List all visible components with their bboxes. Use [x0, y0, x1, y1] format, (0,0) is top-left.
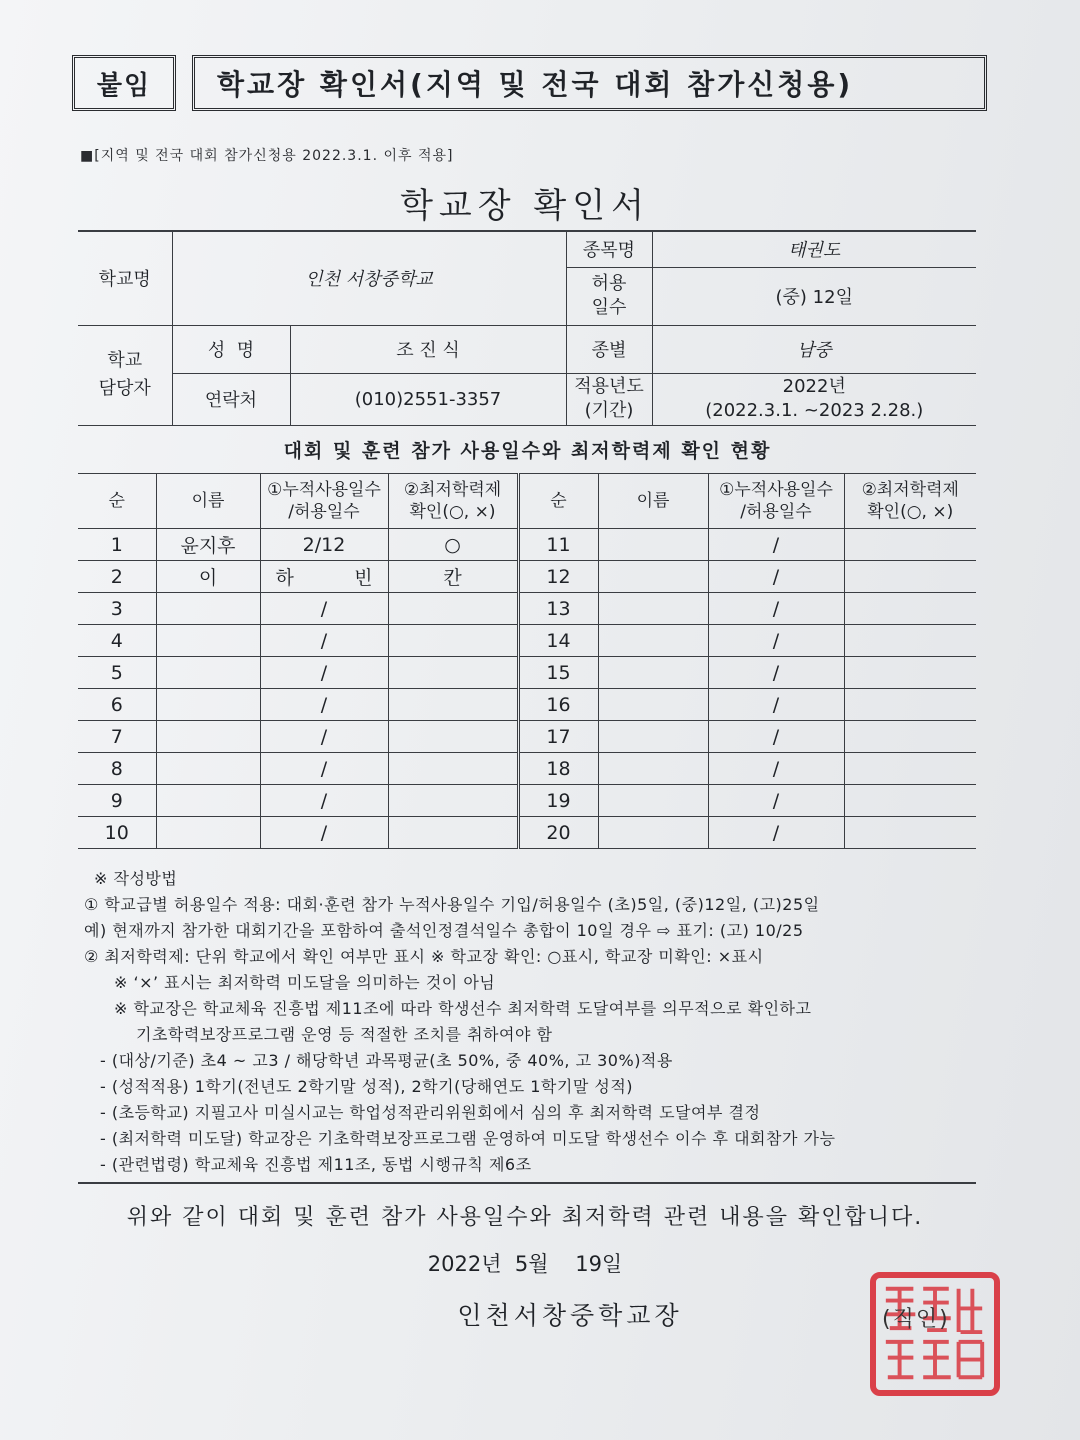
roster-cell-days: /: [708, 785, 844, 817]
issue-date: 2022년 5월 19일: [427, 1252, 623, 1276]
roster-cell-days: /: [260, 721, 388, 753]
contact-value: (010)2551-3357: [290, 373, 566, 425]
roster-cell-name: [156, 593, 260, 625]
roster-cell-no: 19: [518, 785, 598, 817]
roster-cell-name: [598, 817, 708, 849]
notes-heading: ※ 작성방법: [94, 869, 178, 888]
col-name: 이름: [156, 474, 260, 529]
school-name-value: 인천 서창중학교: [172, 231, 566, 325]
official-seal: [870, 1272, 1000, 1396]
roster-cell-no: 12: [518, 561, 598, 593]
roster-cell-days: 2/12: [260, 529, 388, 561]
roster-cell-days: /: [708, 721, 844, 753]
roster-cell-name: [598, 657, 708, 689]
roster-cell-days: /: [260, 593, 388, 625]
roster-cell-check: [388, 785, 518, 817]
roster-cell-name: [598, 689, 708, 721]
category-label: 종별: [566, 325, 652, 373]
note-line: ※ ‘×’ 표시는 최저학력 미도달을 의미하는 것이 아님: [114, 973, 496, 992]
signer-name: 인천서창중학교장: [457, 1301, 683, 1330]
roster-cell-name: [598, 721, 708, 753]
note-line: ① 학교급별 허용일수 적용: 대회·훈련 참가 누적사용일수 기입/허용일수 (초)5일, (중)12일, (고)25일: [84, 895, 820, 914]
note-line: - (관련법령) 학교체육 진흥법 제11조, 동법 시행규칙 제6조: [100, 1155, 532, 1174]
roster-cell-name: [598, 593, 708, 625]
roster-cell-days: /: [260, 753, 388, 785]
roster-cell-days: /: [260, 785, 388, 817]
note-line: 기초학력보장프로그램 운영 등 적절한 조치를 취하여야 함: [136, 1025, 553, 1044]
note-line: - (초등학교) 지필고사 미실시교는 학업성적관리위원회에서 심의 후 최저학력 도달여부 결정: [100, 1103, 761, 1122]
roster-cell-no: 14: [518, 625, 598, 657]
note-line: ※ 학교장은 학교체육 진흥법 제11조에 따라 학생선수 최저학력 도달여부를 의무적으로 확인하고: [114, 999, 812, 1018]
roster-cell-name: [156, 785, 260, 817]
roster-cell-no: 17: [518, 721, 598, 753]
note-line: ② 최저학력제: 단위 학교에서 확인 여부만 표시 ※ 학교장 확인: ○표시, 학교장 미확인: ×표시: [84, 947, 764, 966]
roster-cell-check: [844, 721, 976, 753]
table-row: [78, 561, 976, 593]
roster-cell-name: [156, 753, 260, 785]
roster-cell-days: /: [708, 657, 844, 689]
apply-year-cell: [652, 373, 976, 425]
roster-cell-check: [388, 721, 518, 753]
roster-cell-days: /: [708, 593, 844, 625]
col-check: ②최저학력제 확인(○, ×): [844, 474, 976, 529]
roster-cell-check: [388, 593, 518, 625]
col-no: 순: [518, 474, 598, 529]
writing-instructions: [84, 866, 984, 1178]
roster-cell-check: [844, 529, 976, 561]
table-row: [78, 593, 976, 625]
allowed-days-label: 허용 일수: [566, 267, 652, 325]
note-line: - (성적적용) 1학기(전년도 2학기말 성적), 2학기(당해연도 1학기말 성적): [100, 1077, 634, 1096]
sport-label: 종목명: [566, 231, 652, 267]
roster-cell-no: 18: [518, 753, 598, 785]
note-line: - (대상/기준) 초4 ~ 고3 / 해당학년 과목평균(초 50%, 중 40%, 고 30%)적용: [100, 1051, 673, 1070]
contact-label: 연락처: [172, 373, 290, 425]
info-table: [78, 230, 976, 426]
seal-label: (직인): [882, 1307, 950, 1332]
roster-cell-no: 20: [518, 817, 598, 849]
manager-label: 학교 담당자: [78, 325, 172, 425]
roster-table: [78, 473, 976, 849]
roster-cell-no: 16: [518, 689, 598, 721]
note-line: - (최저학력 미도달) 학교장은 기초학력보장프로그램 운영하여 미도달 학생선수 이수 후 대회참가 가능: [100, 1129, 836, 1148]
table-row: [78, 529, 976, 561]
table-row: [78, 657, 976, 689]
roster-cell-check: [844, 817, 976, 849]
roster-cell-no: 4: [78, 625, 156, 657]
roster-cell-check: [388, 753, 518, 785]
roster-cell-check: [844, 625, 976, 657]
roster-cell-name: [156, 721, 260, 753]
roster-cell-no: 3: [78, 593, 156, 625]
roster-cell-name: [156, 689, 260, 721]
col-name: 이름: [598, 474, 708, 529]
roster-cell-name: [598, 785, 708, 817]
roster-header: [78, 474, 976, 529]
school-name-label: 학교명: [78, 231, 172, 325]
apply-year-value: 2022년: [782, 376, 846, 397]
apply-period-value: (2022.3.1. ~2023 2.28.): [705, 400, 924, 421]
roster-cell-no: 9: [78, 785, 156, 817]
roster-cell-name: [598, 753, 708, 785]
form-title: 학교장 확인서(지역 및 전국 대회 참가신청용): [192, 55, 987, 111]
roster-cell-days: /: [708, 753, 844, 785]
roster-cell-check: [844, 657, 976, 689]
roster-cell-no: 6: [78, 689, 156, 721]
roster-cell-no: 8: [78, 753, 156, 785]
roster-cell-days: 하 빈: [260, 561, 388, 593]
roster-cell-days: /: [708, 689, 844, 721]
manager-name-label: 성 명: [172, 325, 290, 373]
roster-cell-no: 7: [78, 721, 156, 753]
sport-value: 태권도: [652, 231, 976, 267]
divider: [78, 1182, 976, 1184]
note-line: 예) 현재까지 참가한 대회기간을 포함하여 출석인정결석일수 총합이 10일 경우 ⇨ 표기: (고) 10/25: [84, 921, 804, 940]
roster-cell-no: 1: [78, 529, 156, 561]
roster-cell-name: [598, 529, 708, 561]
roster-cell-no: 5: [78, 657, 156, 689]
roster-cell-name: [156, 657, 260, 689]
roster-cell-days: /: [260, 817, 388, 849]
application-note: ■[지역 및 전국 대회 참가신청용 2022.3.1. 이후 적용]: [80, 148, 454, 164]
table-row: [78, 721, 976, 753]
table-row: [78, 753, 976, 785]
section-title: 대회 및 훈련 참가 사용일수와 최저학력제 확인 현황: [283, 440, 772, 462]
header: [72, 55, 987, 113]
seal-pattern: [876, 1278, 994, 1390]
roster-cell-days: /: [260, 625, 388, 657]
roster-cell-name: [156, 625, 260, 657]
roster-cell-no: 15: [518, 657, 598, 689]
roster-cell-check: [844, 593, 976, 625]
manager-name-value: 조 진 식: [290, 325, 566, 373]
roster-cell-no: 10: [78, 817, 156, 849]
allowed-days-value: (중) 12일: [652, 267, 976, 325]
table-row: [78, 625, 976, 657]
table-row: [78, 817, 976, 849]
col-days: ①누적사용일수 /허용일수: [708, 474, 844, 529]
roster-cell-days: /: [708, 561, 844, 593]
apply-year-label: 적용년도 (기간): [566, 373, 652, 425]
roster-cell-check: [388, 625, 518, 657]
roster-cell-check: 칸: [388, 561, 518, 593]
roster-cell-name: [598, 561, 708, 593]
category-value: 남중: [652, 325, 976, 373]
roster-cell-days: /: [708, 625, 844, 657]
roster-cell-check: [844, 753, 976, 785]
col-check: ②최저학력제 확인(○, ×): [388, 474, 518, 529]
attachment-label: 붙임: [72, 55, 176, 111]
roster-cell-name: 윤지후: [156, 529, 260, 561]
roster-cell-check: ○: [388, 529, 518, 561]
table-row: [78, 689, 976, 721]
roster-cell-check: [388, 689, 518, 721]
roster-cell-no: 2: [78, 561, 156, 593]
roster-cell-check: [844, 785, 976, 817]
col-no: 순: [78, 474, 156, 529]
roster-cell-no: 13: [518, 593, 598, 625]
roster-cell-name: 이: [156, 561, 260, 593]
confirmation-statement: 위와 같이 대회 및 훈련 참가 사용일수와 최저학력 관련 내용을 확인합니다.: [126, 1205, 924, 1230]
roster-cell-check: [388, 817, 518, 849]
table-row: [78, 785, 976, 817]
roster-cell-check: [844, 561, 976, 593]
roster-cell-name: [156, 817, 260, 849]
col-days: ①누적사용일수 /허용일수: [260, 474, 388, 529]
roster-cell-check: [388, 657, 518, 689]
roster-cell-name: [598, 625, 708, 657]
roster-cell-check: [844, 689, 976, 721]
roster-cell-days: /: [260, 657, 388, 689]
document-title: 학교장 확인서: [400, 186, 650, 226]
roster-cell-days: /: [708, 529, 844, 561]
roster-cell-days: /: [260, 689, 388, 721]
roster-cell-no: 11: [518, 529, 598, 561]
roster-cell-days: /: [708, 817, 844, 849]
